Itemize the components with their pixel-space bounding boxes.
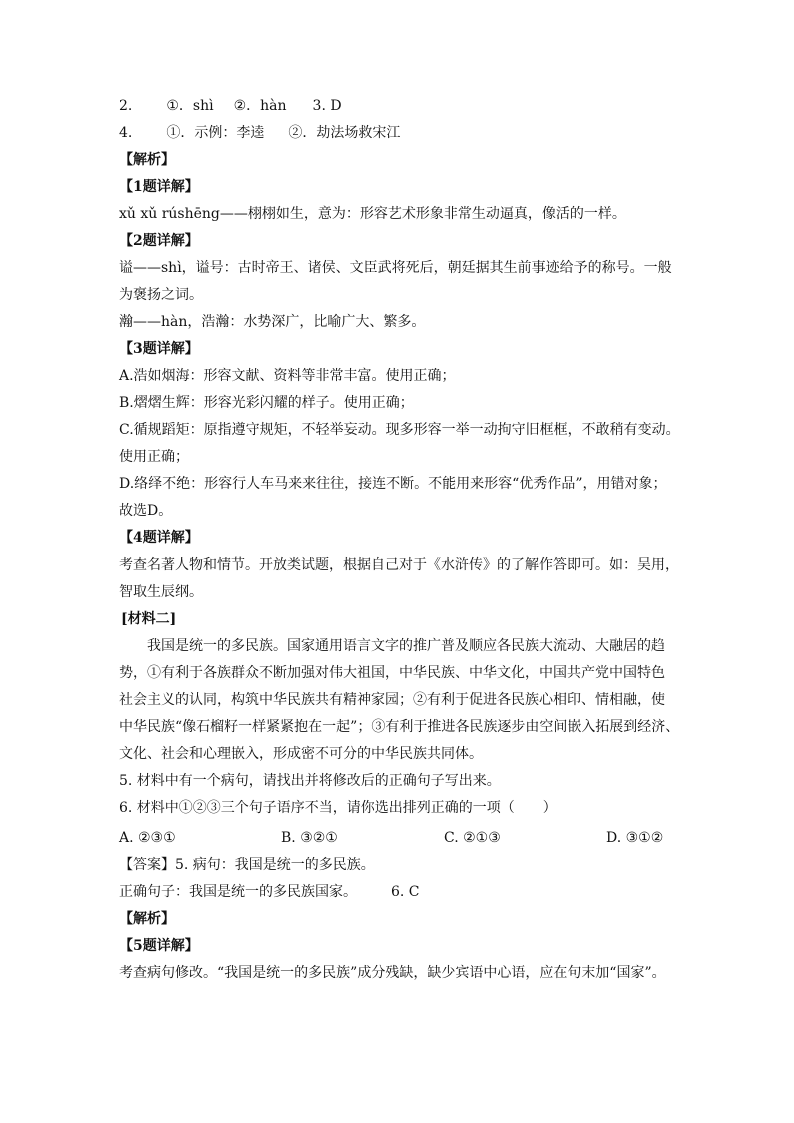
question-5: 5. 材料中有一个病句，请找出并将修改后的正确句子写出来。 [119,773,501,789]
q2-answer-line [119,97,342,115]
detail-3-option-a: A.浩如烟海：形容文献、资料等非常丰富。使用正确； [119,368,456,384]
detail-4-heading: 【4题详解】 [119,530,199,546]
material-2-heading: [材料二] [121,611,177,627]
detail-2-text-2: 为褒扬之词。 [119,287,203,303]
detail-4-text-1: 考查名著人物和情节。开放类试题，根据自己对于《水浒传》的了解作答即可。如：吴用， [119,557,679,573]
q4-answer-a: ①．示例：李逵 [166,125,265,141]
material-2-para-5: 文化、社会和心理嵌入，形成密不可分的中华民族共同体。 [119,746,483,762]
answer-line-2 [119,883,420,901]
q4-answer-b: ②．劫法场救宋江 [288,125,401,141]
q2-number: 2. [119,98,133,114]
q4-number: 4. [119,125,133,141]
detail-3-option-c-1: C.循规蹈矩：原指遵守规矩，不轻举妄动。现多形容一举一动拘守旧框框，不敢稍有变动。 [119,422,680,438]
detail-1-heading: 【1题详解】 [119,179,199,195]
detail-3-option-b: B.熠熠生辉：形容光彩闪耀的样子。使用正确； [119,395,414,411]
detail-4-text-2: 智取生辰纲。 [119,584,203,600]
detail-1-text: xǔ xǔ rúshēng——栩栩如生，意为：形容艺术形象非常生动逼真，像活的一样。 [119,206,626,222]
answer-correct-sentence: 正确句子：我国是统一的多民族国家。 [119,884,357,900]
q2-answer-a: ①．shì [166,98,214,114]
question-6: 6. 材料中①②③三个句子语序不当，请你选出排列正确的一项（ ） [119,800,557,816]
detail-2-text-3: 瀚——hàn，浩瀚：水势深广，比喻广大、繁多。 [119,314,426,330]
option-d: D. ③①② [606,830,664,846]
detail-3-option-c-2: 使用正确； [119,449,189,465]
q3-answer: 3. D [312,98,342,114]
material-2-para-1: 我国是统一的多民族。国家通用语言文字的推广普及顺应各民族大流动、大融居的趋 [147,638,665,654]
option-b: B. ③②① [281,830,338,846]
option-a: A. ②③① [119,830,176,846]
material-2-para-4: 中华民族“像石榴籽一样紧紧抱在一起”；③有利于推进各民族逐步由空间嵌入拓展到经济、 [119,719,680,735]
material-2-para-3: 社会主义的认同，构筑中华民族共有精神家园；②有利于促进各民族心相印、情相融，使 [119,692,665,708]
analysis-heading-2: 【解析】 [119,911,175,927]
detail-3-option-d: D.络绎不绝：形容行人车马来来往往，接连不断。不能用来形容“优秀作品”，用错对象； [119,476,667,492]
answer-line-1: 【答案】5. 病句：我国是统一的多民族。 [119,857,375,873]
detail-5-text: 考查病句修改。“我国是统一的多民族”成分残缺，缺少宾语中心语，应在句末加“国家”。 [119,965,666,981]
material-2-para-2: 势，①有利于各族群众不断加强对伟大祖国，中华民族、中华文化，中国共产党中国特色 [119,665,665,681]
detail-2-heading: 【2题详解】 [119,233,199,249]
analysis-heading: 【解析】 [119,152,175,168]
answer-q6: 6. C [391,884,420,900]
detail-3-selection: 故选D。 [119,503,173,519]
detail-2-text-1: 谥——shì，谥号：古时帝王、诸侯、文臣武将死后，朝廷据其生前事迹给予的称号。一般 [119,260,672,276]
option-c: C. ②①③ [444,830,501,846]
q2-answer-b: ②．hàn [233,98,287,114]
detail-5-heading: 【5题详解】 [119,938,199,954]
detail-3-heading: 【3题详解】 [119,341,199,357]
q4-answer-line [119,124,400,142]
